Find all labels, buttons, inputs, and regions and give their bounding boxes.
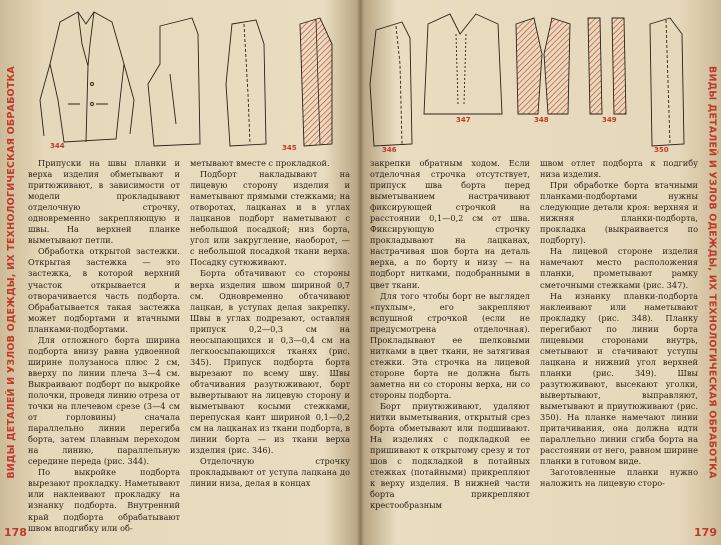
figure-350-label: 350: [654, 146, 669, 154]
left-illustrations: [20, 4, 355, 154]
fig349-hatched: [588, 18, 626, 114]
page-number-left: 178: [4, 526, 27, 539]
paragraph: На лицевой стороне изделия намечают место расположения планки, прометывают рамку сметочными стежками (рис. 347).: [540, 246, 698, 290]
paragraph: Для того чтобы борт не выглядел «пухлым», его закрепляют вспушной строчкой (если не предусмотрена отделочная). Прокладывают ее шелковыми нитками в цвет ткани, не затягивая стежки. Эта строчка на лицевой стороне борта не должна быть заметна ни со стороны верха, ни со стороны подборта.: [370, 290, 530, 400]
paragraph: закрепки обратным ходом. Если отделочная строчка отсутствует, припуск шва борта перед выметыванием настрачивают фиксирующей строчкой на расстоянии 0,1—0,2 см от шва. Фиксирующую строчку прокладывают на лацканах, настрачивая шов борта на деталь верха, а по борту и низу — на подборт нитками, подобранными в цвет ткани.: [370, 158, 530, 290]
fig348-hatched: [516, 18, 570, 114]
figure-349-label: 349: [602, 116, 617, 124]
paragraph: При обработке борта втачными планками-подбортами нужны следующие детали кроя: верхняя и нижняя планки-подборта, прокладка (выкраивается по подборту).: [540, 180, 698, 246]
paragraph: На изнанку планки-подборта наклеивают или наметывают прокладку (рис. 348). Планку перегибают по линии борта лицевыми сторонами внутрь, сметывают и стачивают уступы лацкана и нижний угол верхней планки (рис. 349). Швы разутюживают, высекают уголки, вывертывают, выправляют, выметывают и приутюживают (рис. 350). На планке намечают линии притачивания, она должна идти параллельно линии сгиба борта на расстоянии от него, равном ширине планки в готовом виде.: [540, 290, 698, 467]
front-pattern: [148, 18, 200, 146]
paragraph: Заготовленные планки нужно наложить на лицевую сторо-: [540, 467, 698, 489]
right-page: [362, 0, 721, 545]
figure-346-label: 346: [382, 146, 397, 154]
fig347-pattern: [424, 14, 502, 114]
right-column-2: [540, 158, 698, 489]
paragraph: Отделочную строчку прокладывают от уступа лацкана до линии низа, делая в концах: [190, 456, 350, 489]
paragraph: Припуски на швы планки и верха изделия обметывают и притюживают, в зависимости от модели прокладывают отделочную строчку, одновременно закрепляющую и швы. На верхней планке выметывают петли.: [28, 158, 180, 246]
left-side-title: ВИДЫ ДЕТАЛЕЙ И УЗЛОВ ОДЕЖДЫ, ИХ ТЕХНОЛОГИЧЕСКАЯ ОБРАБОТКА: [5, 66, 17, 479]
facing-pattern: [226, 20, 266, 146]
paragraph: Для отложного борта ширина подборта внизу равна удвоенной ширине полузаноса плюс 2 см, вверху по линии плеча 3—4 см. Выкраивают подборт по выкройке полочки, проведя линию отреза от точки на плечевом срезе (3—4 см от горловины) сначала параллельно линии перегиба борта, затем плавным переходом на линию, параллельную середине переда (рис. 344).: [28, 334, 180, 467]
figure-348-label: 348: [534, 116, 549, 124]
paragraph: Подборт накладывают на лицевую сторону изделия и наметывают прямыми стежками; на отворотах, лацканах и в углах лацканов подборт наметывают с небольшой посадкой; низ борта, угол или закругление, наоборот, — с небольшой посадкой ткани верха. Посадку сутюживают.: [190, 169, 350, 268]
right-column-1: [370, 158, 530, 512]
right-side-title: ВИДЫ ДЕТАЛЕЙ И УЗЛОВ ОДЕЖДЫ, ИХ ТЕХНОЛОГИЧЕСКАЯ ОБРАБОТКА: [706, 66, 718, 479]
left-column-2: [190, 158, 350, 489]
paragraph: Борта обтачивают со стороны верха изделия швом шириной 0,7 см. Одновременно обтачивают лацкан, в уступах делая закрепку. Швы в углах подрезают, оставляя припуск 0,2—0,3 см на неосыпающихся и 0,3—0,4 см на легкоосыпающихся тканях (рис. 345). Припуск подборта борта вырезают по всему шву. Швы обтачивания разутюживают, борт вывертывают на лицевую сторону и выметывают косыми стежками, перепуская кант шириной 0,1—0,2 см на лацканах из ткани подборта, в линии борта — из ткани верха изделия (рис. 346).: [190, 268, 350, 456]
figure-347-label: 347: [456, 116, 471, 124]
jacket-drawing: [40, 12, 134, 142]
fig350-pattern: [650, 18, 684, 146]
right-illustrations: [366, 4, 702, 154]
paragraph: По выкройке подборта вырезают прокладку. Наметывают или наклеивают прокладку на изнанку подборта. Внутренний край подборта обрабатывают швом вподгибку или об-: [28, 467, 180, 533]
left-page: [0, 0, 358, 545]
fig346-pattern: [370, 22, 412, 146]
page-number-right: 179: [694, 526, 717, 539]
paragraph: метывают вместе с прокладкой.: [190, 158, 330, 168]
figure-345-label: 345: [282, 144, 297, 152]
paragraph: Борт приутюживают, удаляют нитки выметывания, открытый срез борта обметывают или подшивают. На изделиях с подкладкой ее пришивают к открытому срезу и тот шов с подкладкой в потайных стежках (потайными) прикрепляют к верху изделия. В нижней части борта прикрепляют крестообразным: [370, 401, 530, 511]
left-column-1: [28, 158, 180, 534]
figure-344-label: 344: [50, 142, 65, 150]
paragraph-open-fastener: Обработка открытой застежки. Открытая застежка — это застежка, в которой верхний участок открывается и отворачивается часть подборта. Обрабатывается такая застежка может подбортами и втачными планками-подбортами.: [28, 246, 180, 334]
facing-hatched: [300, 18, 332, 146]
paragraph: швом отлет подборта к подгибу низа изделия.: [540, 158, 698, 180]
